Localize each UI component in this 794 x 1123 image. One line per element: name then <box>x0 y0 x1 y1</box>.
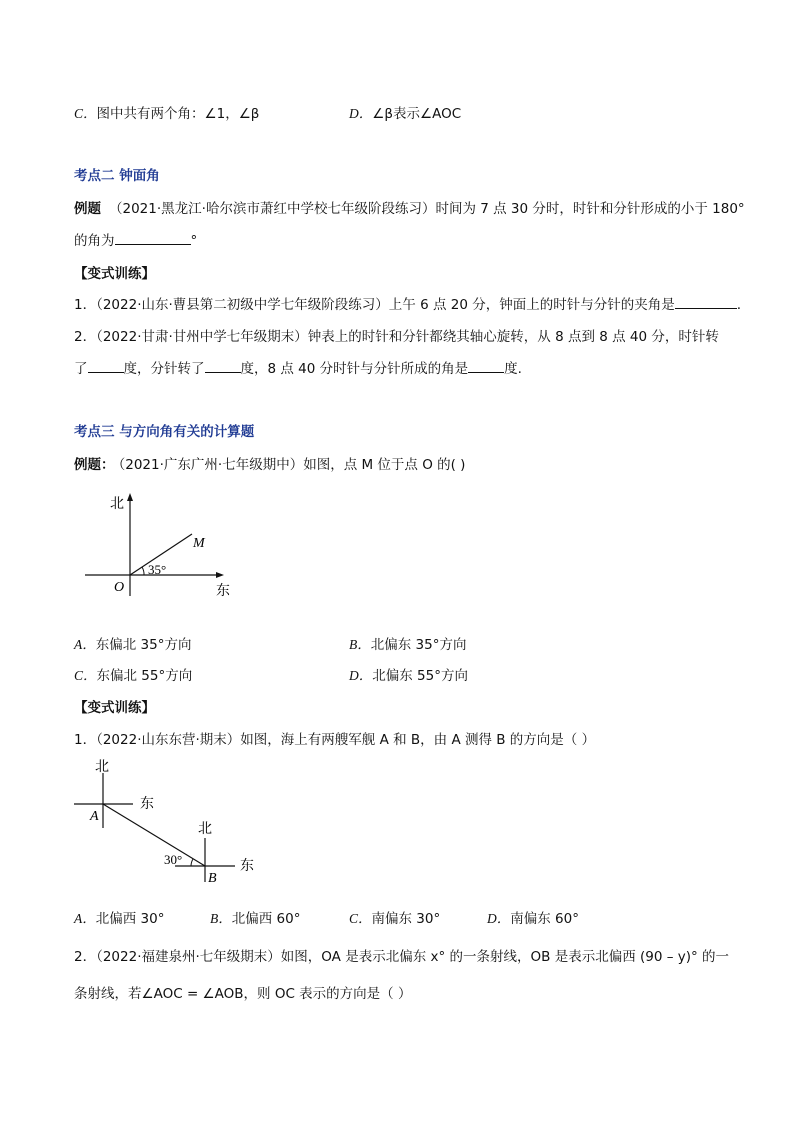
label-angle: 30° <box>164 852 183 867</box>
direction-question-2-line1: 2．（2022·福建泉州·七年级期末）如图，OA 是表示北偏东 x° 的一条射线，OB 是表示北偏西 (90 – y)° 的一 <box>74 949 730 965</box>
direction-question-2-line2: 条射线，若∠AOC = ∠AOB，则 OC 表示的方向是（ ） <box>74 986 412 1002</box>
angle-arc <box>142 567 144 575</box>
label-east-b: 东 <box>240 859 254 874</box>
clock-question-2-line1: 2．（2022·甘肃·甘州中学七年级期末）钟表上的时针和分针都绕其轴心旋转，从 8 点到 8 点 40 分，时针转 <box>74 329 719 345</box>
angle-arc <box>191 859 193 866</box>
answer-blank[interactable] <box>468 360 504 373</box>
label-a: A <box>90 809 99 824</box>
label-m: M <box>193 536 205 551</box>
example-clock-line1: 例题 （2021·黑龙江·哈尔滨市萧红中学校七年级阶段练习）时间为 7 点 30 分时，时针和分针形成的小于 180° <box>74 201 745 217</box>
section-heading-clock-angle: 考点二 钟面角 <box>74 168 160 184</box>
variant-training-label: 【变式训练】 <box>74 700 155 716</box>
label-north: 北 <box>110 497 124 512</box>
label-east-a: 东 <box>140 797 154 812</box>
option-b: B．北偏东 35°方向 <box>349 637 467 653</box>
direction-question-1: 1．（2022·山东东营·期末）如图，海上有两艘军舰 A 和 B，由 A 测得 B 的方向是（ ） <box>74 732 596 748</box>
east-arrow-icon <box>216 572 224 578</box>
label-b: B <box>208 871 217 886</box>
north-arrow-icon <box>127 493 133 501</box>
label-north-a: 北 <box>95 760 109 775</box>
option-a: A．东偏北 35°方向 <box>74 637 192 653</box>
v1-option-a: A．北偏西 30° <box>74 911 165 927</box>
answer-blank[interactable] <box>88 360 124 373</box>
section-heading-direction-angle: 考点三 与方向角有关的计算题 <box>74 424 255 440</box>
example-direction: 例题： （2021·广东广州·七年级期中）如图，点 M 位于点 O 的( ) <box>74 457 466 473</box>
option-c: C．图中共有两个角：∠1，∠β <box>74 106 260 122</box>
direction-figure-2 <box>70 758 270 888</box>
example-clock-line2: 的角为 ° <box>74 233 198 249</box>
answer-blank[interactable] <box>675 296 737 309</box>
label-east: 东 <box>216 584 230 599</box>
option-d: D．北偏东 55°方向 <box>349 668 468 684</box>
answer-blank[interactable] <box>115 232 191 245</box>
clock-question-2-line2: 了 度，分针转了 度，8 点 40 分时针与分针所成的角是 度. <box>74 361 522 377</box>
direction-figure-1 <box>80 486 240 601</box>
option-d: D．∠β表示∠AOC <box>349 106 462 122</box>
variant-training-label: 【变式训练】 <box>74 266 155 282</box>
segment-ab <box>103 804 205 866</box>
v1-option-d: D．南偏东 60° <box>487 911 579 927</box>
v1-option-b: B．北偏西 60° <box>210 911 301 927</box>
label-angle: 35° <box>148 562 167 577</box>
v1-option-c: C．南偏东 30° <box>349 911 441 927</box>
option-c: C．东偏北 55°方向 <box>74 668 193 684</box>
label-o: O <box>114 580 125 595</box>
answer-blank[interactable] <box>205 360 241 373</box>
label-north-b: 北 <box>198 822 212 837</box>
clock-question-1: 1．（2022·山东·曹县第二初级中学七年级阶段练习）上午 6 点 20 分，钟面上的时针与分针的夹角是 . <box>74 297 742 313</box>
